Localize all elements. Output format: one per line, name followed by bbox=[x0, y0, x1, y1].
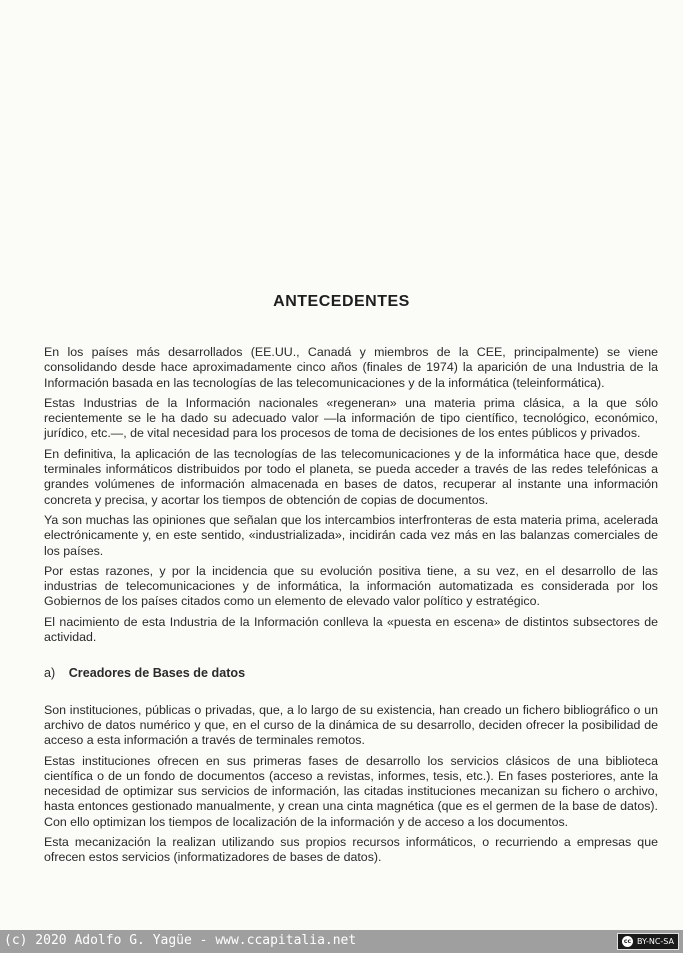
license-label: BY-NC-SA bbox=[636, 937, 674, 946]
license-badge[interactable] bbox=[617, 933, 679, 950]
paragraph: El nacimiento de esta Industria de la Información conlleva la «puesta en escena» de distintos subsectores de actividad. bbox=[44, 614, 658, 645]
paragraph: Ya son muchas las opiniones que señalan que los intercambios interfronteras de esta materia prima, acelerada electrónicamente y, en este sentido, «industrializada», incidirán cada vez más en las balanzas comerciales de los países. bbox=[44, 512, 658, 558]
document-body bbox=[44, 345, 658, 871]
paragraph: Son instituciones, públicas o privadas, que, a lo largo de su existencia, han creado un fichero bibliográfico o un archivo de datos numérico y que, en el curso de la dinámica de su desarrollo, deciden ofrecer la posibilidad de acceso a esta información a través de terminales remotos. bbox=[44, 702, 658, 748]
paragraph: Estas instituciones ofrecen en sus primeras fases de desarrollo los servicios clásicos de una biblioteca científica o de un fondo de documentos (acceso a revistas, informes, tesis, etc.). En fases posteriores, ante la necesidad de optimizar sus servicios de información, las citadas instituciones mecanizan su fichero o archivo, hasta entonces gestionado manualmente, y crean una cinta magnética (que es el germen de la base de datos). Con ello optimizan los tiempos de localización de la información y de acceso a los documentos. bbox=[44, 753, 658, 829]
footer-bar bbox=[0, 930, 683, 953]
section-letter: a) bbox=[44, 666, 56, 681]
paragraph: Esta mecanización la realizan utilizando sus propios recursos informáticos, o recurriendo a empresas que ofrecen estos servicios (informatizadores de bases de datos). bbox=[44, 835, 658, 865]
paragraph: En los países más desarrollados (EE.UU., Canadá y miembros de la CEE, principalmente) se viene consolidando desde hace aproximadamente cinco años (finales de 1974) la aparición de una Industria de la Información basada en las tecnologías de las telecomunicaciones y de la informática (teleinformática). bbox=[44, 345, 658, 390]
paragraph: Estas Industrias de la Información nacionales «regeneran» una materia prima clásica, a la que sólo recientemente se le ha dado su adecuado valor —la información de tipo científico, tecnológico, económico, jurídico, etc.—, de vital necesidad para los procesos de toma de decisiones de los entes públicos y privados. bbox=[44, 395, 658, 441]
section-heading bbox=[44, 666, 658, 681]
footer-credit[interactable]: (c) 2020 Adolfo G. Yagüe - www.ccapitalia.net bbox=[4, 933, 357, 948]
paragraph: En definitiva, la aplicación de las tecnologías de las telecomunicaciones y de la informática hace que, desde terminales informáticos distribuidos por todo el planeta, se pueda acceder a través de las redes telefónicas a grandes volúmenes de información almacenada en bases de datos, recuperar al instante una información concreta y precisa, y acortar los tiempos de obtención de copias de documentos. bbox=[44, 446, 658, 507]
cc-icon: cc bbox=[623, 938, 632, 945]
section-title: Creadores de Bases de datos bbox=[68, 666, 246, 681]
paragraph: Por estas razones, y por la incidencia que su evolución positiva tiene, a su vez, en el desarrollo de las industrias de telecomunicaciones y de informática, la información automatizada es considerada por los Gobiernos de los países citados como un elemento de elevado valor político y estratégico. bbox=[44, 563, 658, 609]
page-title: ANTECEDENTES bbox=[273, 293, 410, 310]
